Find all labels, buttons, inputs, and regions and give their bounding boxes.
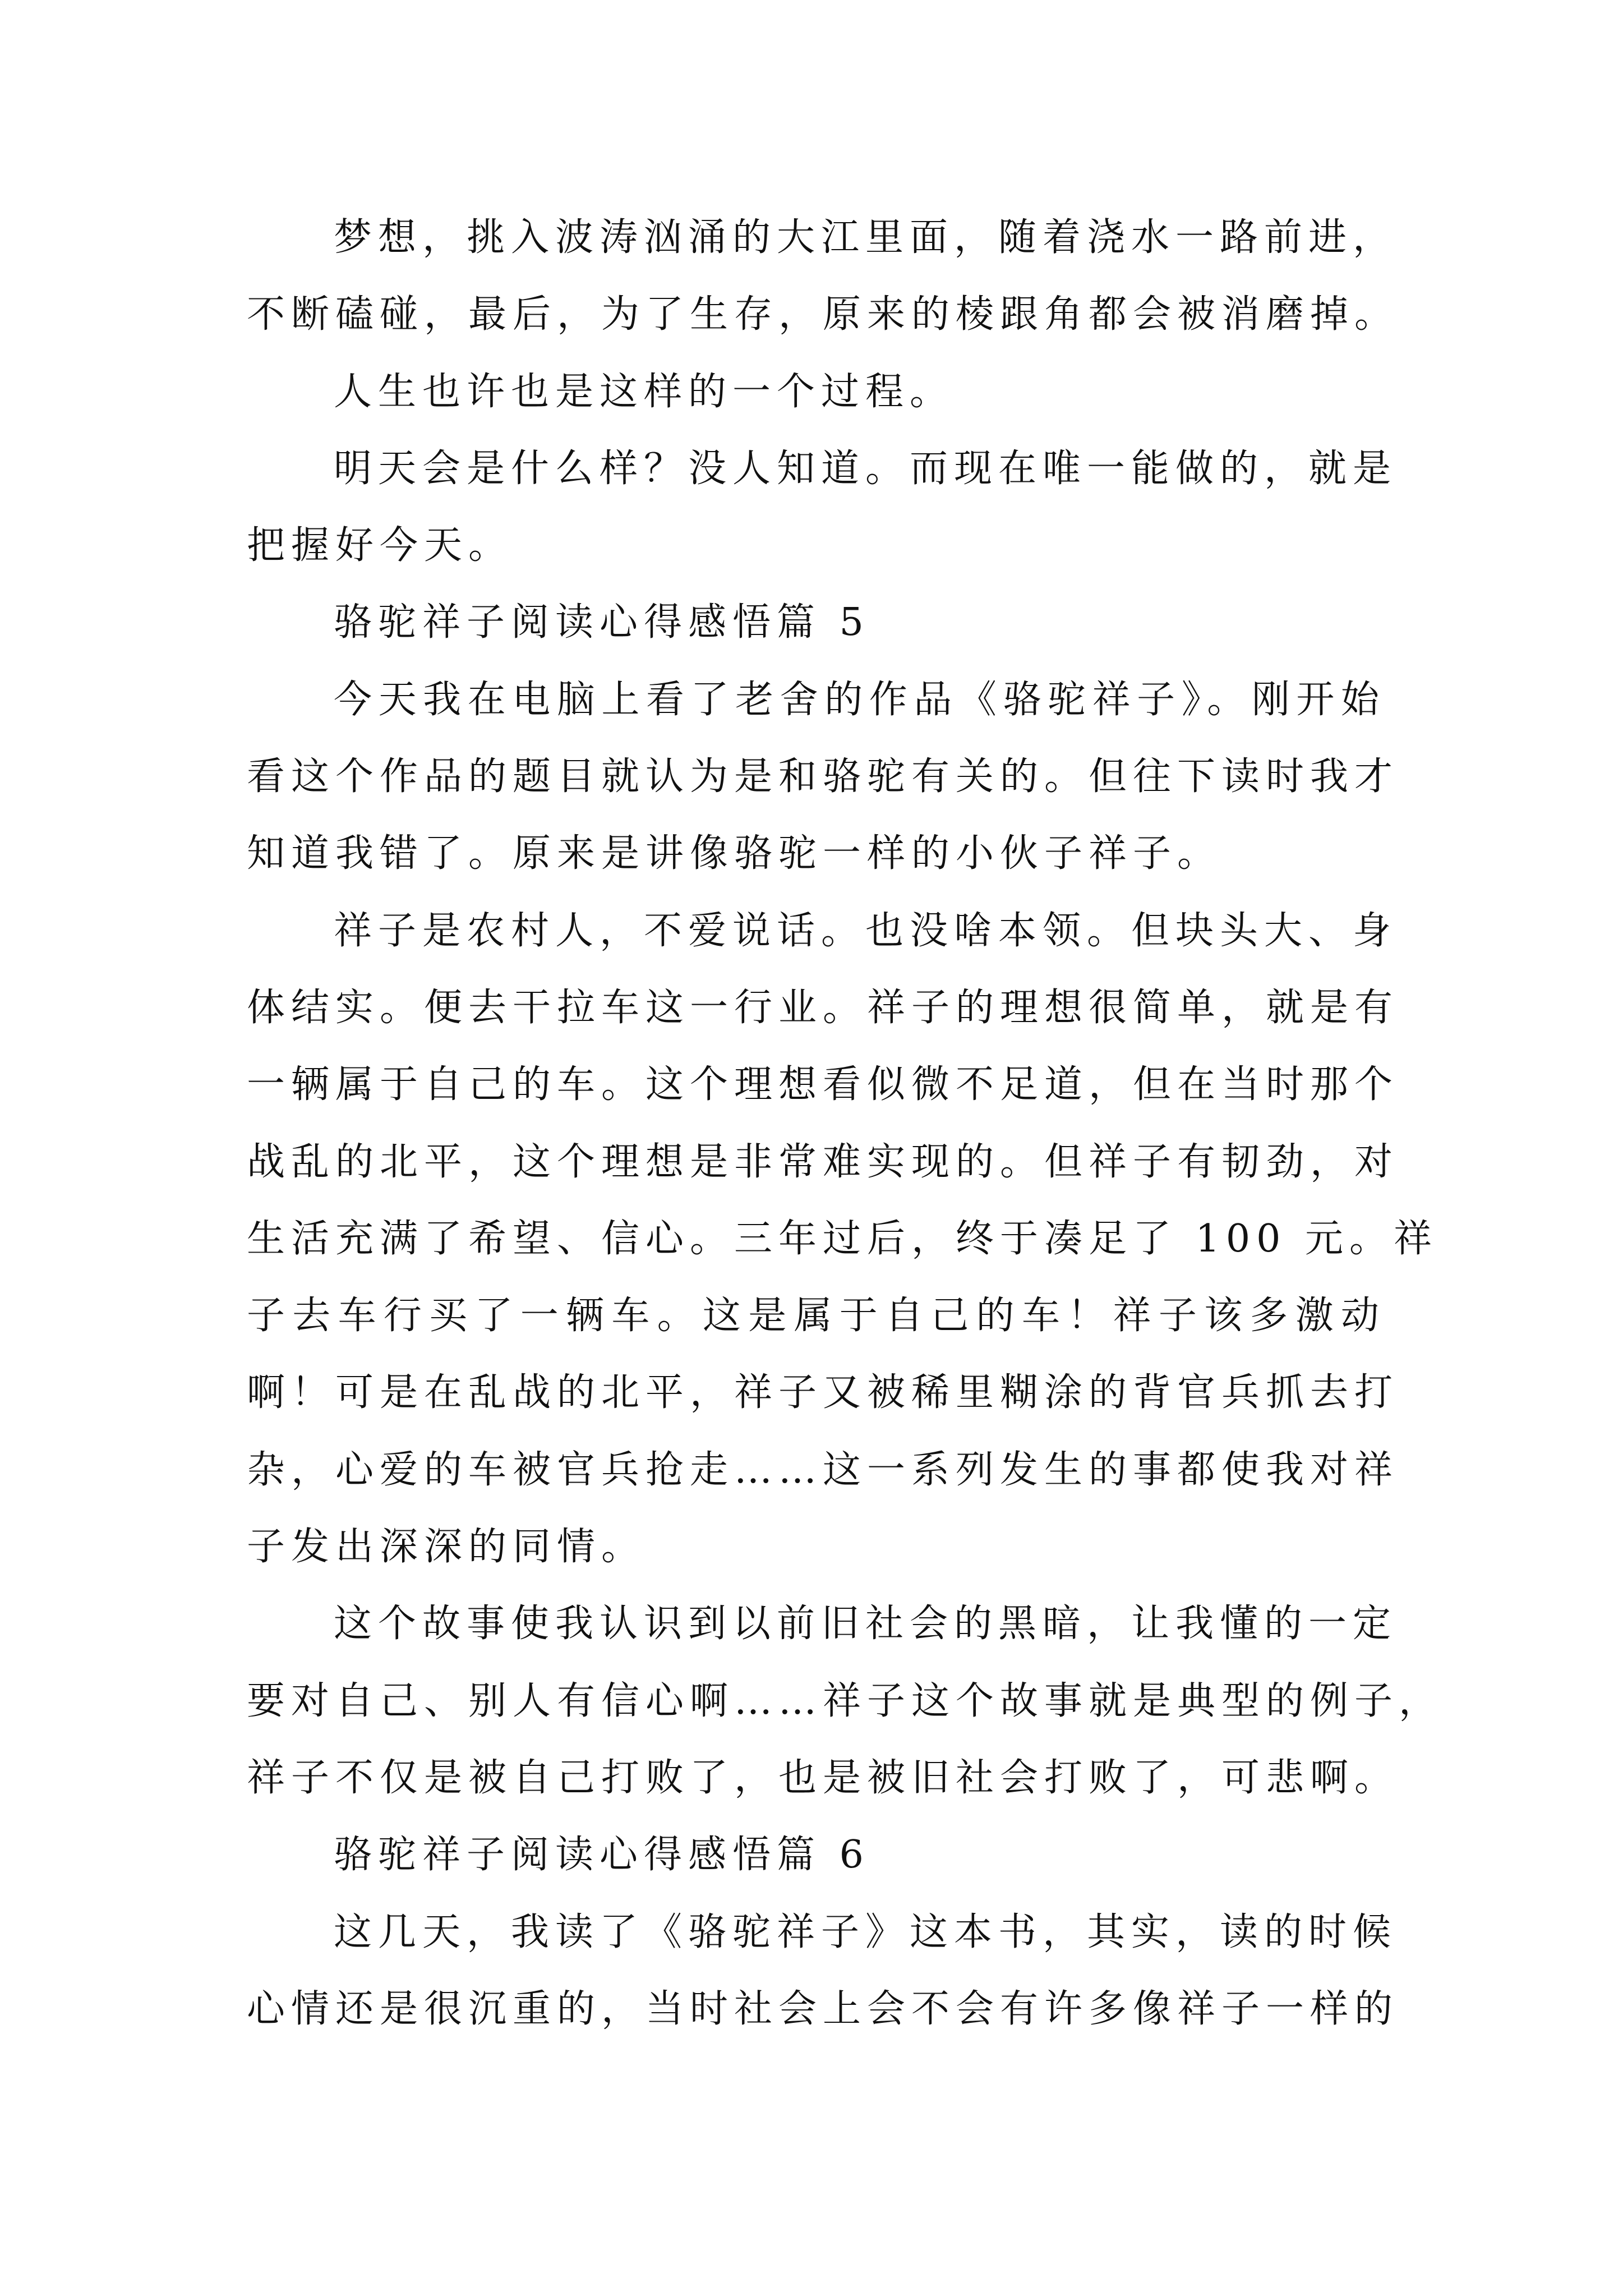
text-line: 啊！可是在乱战的北平，祥子又被稀里糊涂的背官兵抓去打 <box>247 1370 1399 1415</box>
section-heading: 骆驼祥子阅读心得感悟篇 6 <box>334 1833 870 1878</box>
text-line: 人生也许也是这样的一个过程。 <box>334 369 955 414</box>
text-line: 这个故事使我认识到以前旧社会的黑暗，让我懂的一定 <box>334 1602 1398 1646</box>
text-line: 这几天，我读了《骆驼祥子》这本书，其实，读的时候 <box>334 1910 1398 1954</box>
text-line: 梦想，挑入波涛汹涌的大江里面，随着浇水一路前进， <box>334 215 1398 260</box>
text-line: 一辆属于自己的车。这个理想看似微不足道，但在当时那个 <box>247 1062 1399 1107</box>
text-line: 战乱的北平，这个理想是非常难实现的。但祥子有韧劲，对 <box>247 1139 1399 1184</box>
text-line: 祥子不仅是被自己打败了，也是被旧社会打败了，可悲啊。 <box>247 1755 1399 1800</box>
text-line: 子去车行买了一辆车。这是属于自己的车！祥子该多激动 <box>247 1294 1385 1338</box>
text-line: 体结实。便去干拉车这一行业。祥子的理想很简单，就是有 <box>247 985 1399 1030</box>
text-line: 祥子是农村人，不爱说话。也没啥本领。但块头大、身 <box>334 908 1398 953</box>
text-line: 子发出深深的同情。 <box>247 1525 646 1570</box>
text-line: 今天我在电脑上看了老舍的作品《骆驼祥子》。刚开始 <box>334 677 1385 722</box>
text-line: 生活充满了希望、信心。三年过后，终于凑足了 100 元。祥 <box>247 1216 1438 1261</box>
text-line: 要对自己、别人有信心啊……祥子这个故事就是典型的例子， <box>247 1678 1444 1723</box>
text-line: 看这个作品的题目就认为是和骆驼有关的。但往下读时我才 <box>247 754 1399 799</box>
text-line: 杂，心爱的车被官兵抢走……这一系列发生的事都使我对祥 <box>247 1447 1399 1492</box>
text-line: 不断磕碰，最后，为了生存，原来的棱跟角都会被消磨掉。 <box>247 292 1399 337</box>
text-line: 明天会是什么样？没人知道。而现在唯一能做的，就是 <box>334 446 1398 491</box>
text-line: 心情还是很沉重的，当时社会上会不会有许多像祥子一样的 <box>247 1986 1399 2031</box>
document-body <box>247 199 1444 2047</box>
text-line: 知道我错了。原来是讲像骆驼一样的小伙子祥子。 <box>247 831 1222 876</box>
section-heading: 骆驼祥子阅读心得感悟篇 5 <box>334 600 870 645</box>
text-line: 把握好今天。 <box>247 523 513 568</box>
